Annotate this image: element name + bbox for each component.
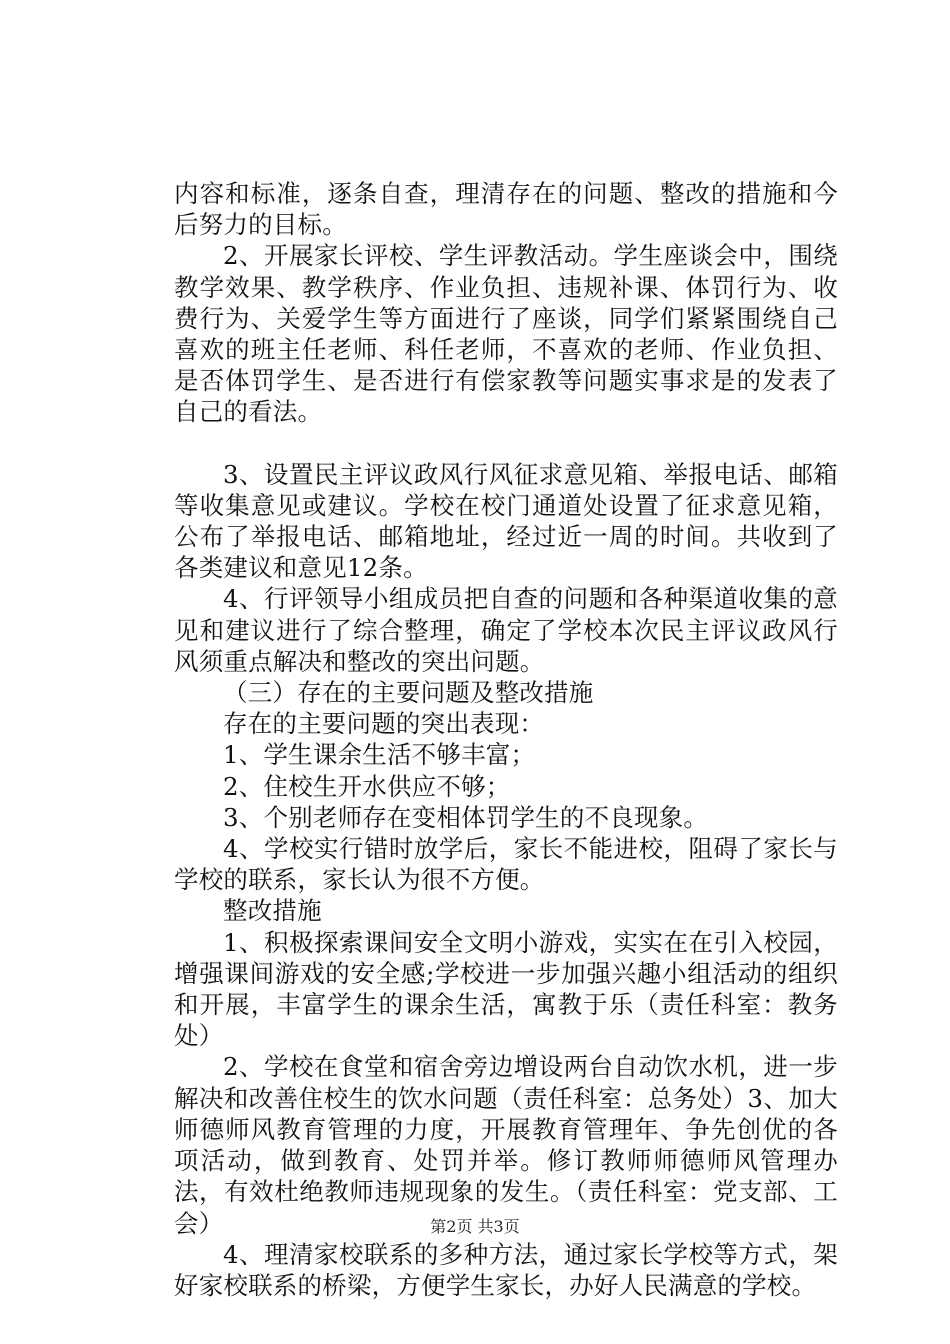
list-item: 2、学校在食堂和宿舍旁边增设两台自动饮水机，进一步解决和改善住校生的饮水问题（责任科室：总务处）3、加大师德师风教育管理的力度，开展教育管理年、争先创优的各项活动，做到教育、处罚并举。修订教师师德师风管理办法，有效杜绝教师违规现象的发生。（责任科室：党支部、工会） [174,1052,838,1238]
list-item: 2、住校生开水供应不够； [223,771,511,801]
paragraph: 存在的主要问题的突出表现： [223,709,545,739]
list-item: 3、个别老师存在变相体罚学生的不良现象。 [223,802,709,832]
paragraph: 4、行评领导小组成员把自查的问题和各种渠道收集的意见和建议进行了综合整理，确定了学校本次民主评议政风行风须重点解决和整改的突出问题。 [174,584,838,676]
subheading: 整改措施 [223,896,322,926]
list-item: 4、学校实行错时放学后，家长不能进校，阻碍了家长与学校的联系，家长认为很不方便。 [174,834,838,895]
paragraph: 3、设置民主评议政风行风征求意见箱、举报电话、邮箱等收集意见或建议。学校在校门通道处设置了征求意见箱，公布了举报电话、邮箱地址，经过近一周的时间。共收到了各类建议和意见12条。 [174,459,838,583]
section-heading: （三）存在的主要问题及整改措施 [223,678,594,708]
list-item: 4、理清家校联系的多种方法，通过家长学校等方式，架好家校联系的桥梁，方便学生家长，办好人民满意的学校。 [174,1239,838,1300]
list-item: 1、积极探索课间安全文明小游戏，实实在在引入校园，增强课间游戏的安全感;学校进一步加强兴趣小组活动的组织和开展，丰富学生的课余生活，寓教于乐（责任科室：教务处） [174,927,838,1051]
document-body [174,178,838,1301]
list-item: 1、学生课余生活不够丰富； [223,740,536,770]
paragraph: 内容和标准，逐条自查，理清存在的问题、整改的措施和今后努力的目标。 [174,179,838,240]
paragraph: 2、开展家长评校、学生评教活动。学生座谈会中，围绕教学效果、教学秩序、作业负担、违规补课、体罚行为、收费行为、关爱学生等方面进行了座谈，同学们紧紧围绕自己喜欢的班主任老师、科任老师，不喜欢的老师、作业负担、是否体罚学生、是否进行有偿家教等问题实事求是的发表了自己的看法。 [174,241,838,427]
page-footer: 第2页 共3页 [430,1217,520,1236]
